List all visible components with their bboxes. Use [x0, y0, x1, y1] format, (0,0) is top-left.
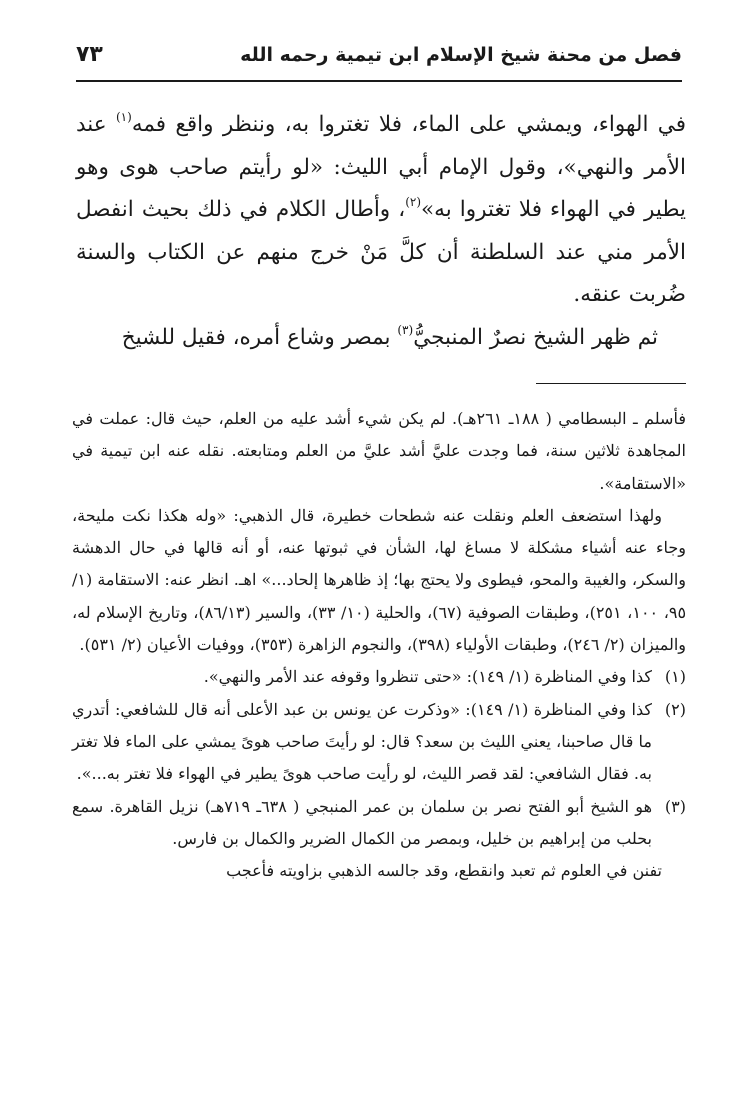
footnote-3-text: هو الشيخ أبو الفتح نصر بن سلمان بن عمر المنبجي ( ٦٣٨ـ ٧١٩هـ) نزيل القاهرة. سمع بحلب من إبراهيم بن خليل، وبمصر من الكمال الضرير والكمال بن فارس.: [72, 796, 653, 848]
footnote-3-number: (٣): [664, 796, 686, 816]
footnote-continuation-2: ولهذا استضعف العلم ونقلت عنه شطحات خطيرة، قال الذهبي: «وله هكذا نكت مليحة، وجاء عنه أشياء مشكلة لا مساغ لها، الشأن في ثبوتها عنه، أو أنه قالها في حال الدهشة والسكر، والغيبة والمحو، فيطوى ولا يحتج بها؛ إذ ظاهرها إلحاد...» اهـ. انظر عنه: الاستقامة (١/ ٩٥، ١٠٠، ٢٥١)، وطبقات الصوفية (٦٧)، والحلية (١٠/ ٣٣)، والسير (٨٦/١٣)، وتاريخ الإسلام له، والميزان (٢/ ٢٤٦)، وطبقات الأولياء (٣٩٨)، والنجوم الزاهرة (٣٥٣)، ووفيات الأعيان (٢/ ٥٣١).: [72, 505, 687, 655]
paragraph-2-part-1: ثم ظهر الشيخ نصرٌ المنبجيُّ: [413, 324, 658, 350]
footnote-3-continuation: تفنن في العلوم ثم تعبد وانقطع، وقد جالسه الذهبي بزاويته فأعجب: [226, 861, 662, 881]
footnote-2: [72, 694, 686, 791]
footnote-ref-1: (١): [115, 110, 132, 124]
paragraph-1: [76, 104, 686, 317]
footnote-1-number: (١): [664, 667, 686, 687]
header-title: فصل من محنة شيخ الإسلام ابن تيمية رحمه الله: [240, 44, 682, 66]
running-header: [76, 40, 682, 82]
paragraph-1-part-2: عند الأمر والنهي»، وقول الإمام أبي الليث: «لو رأيتم صاحب هوى وهو يطير في الهواء فلا تغتروا به»: [76, 112, 686, 222]
paragraph-2-part-2: بمصر وشاع أمره، فقيل للشيخ: [121, 324, 398, 350]
footnote-separator: [536, 383, 686, 384]
footnotes: [72, 403, 686, 887]
paragraph-1-part-1: في الهواء، ويمشي على الماء، فلا تغتروا به، وننظر واقع فمه: [131, 112, 686, 137]
footnote-2-number: (٢): [664, 699, 686, 719]
page-number: ٧٣: [76, 42, 103, 67]
footnote-ref-3: (٣): [397, 322, 414, 337]
paragraph-1-part-3: ، وأطال الكلام في ذلك بحيث انفصل الأمر مني عند السلطنة أن كلَّ مَنْ خرج منهم عن الكتاب والسنة ضُربت عنقه.: [76, 197, 686, 307]
main-text: [76, 104, 686, 359]
footnote-2-text: كذا وفي المناظرة (١/ ١٤٩): «وذكرت عن يونس بن عبد الأعلى أنه قال للشافعي: أتدري ما قال صاحبنا، يعني الليث بن سعد؟ قال: لو رأيتَ صاحب هوىً يمشي على الماء فلا تغتر به. فقال الشافعي: لقد قصر الليث، لو رأيت صاحب هوىً يطير في الهواء فلا تغتر به...».: [72, 699, 653, 784]
footnote-continuation-1: فأسلم ـ البسطامي ( ١٨٨ـ ٢٦١هـ). لم يكن شيء أشد عليه من العلم، حيث قال: عملت في المجاهدة ثلاثين سنة، فما وجدت عليَّ أشد عليَّ من العلم ومتابعته. نقله عنه ابن تيمية في «الاستقامة».: [72, 409, 686, 493]
footnote-1: [72, 661, 686, 693]
footnote-3: [72, 791, 686, 856]
footnote-1-text: كذا وفي المناظرة (١/ ١٤٩): «حتى تنظروا وقوفه عند الأمر والنهي».: [203, 667, 652, 687]
footnote-ref-2: (٢): [405, 195, 422, 209]
paragraph-2: [76, 317, 686, 360]
